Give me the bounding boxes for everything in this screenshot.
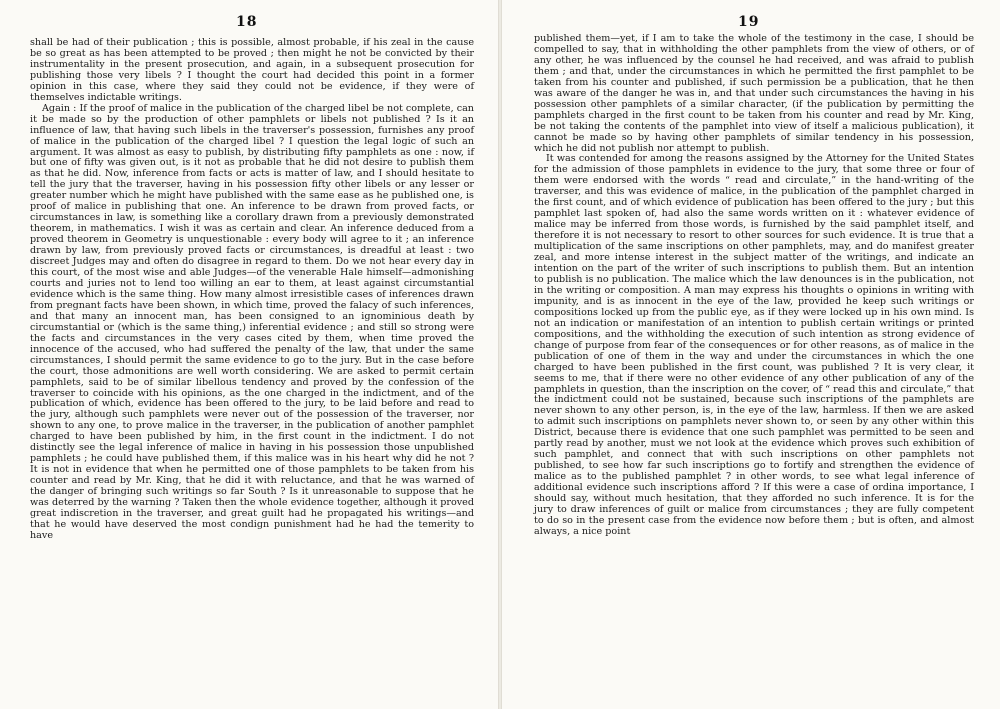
page-number: 19 [738, 14, 760, 30]
paragraph: It was contended for among the reasons assigned by the Attorney for the United States for the admission of those pamphlets in evidence to the jury, that some three or four of them were endorsed with the words “ read and circulate,” in the hand-writing of the traverser, and this was evidence of malice, in the publication of the pamphlet charged in the first count, and of which evidence of publication has been offered to the jury ; but this pamphlet last spoken of, had also the same words written on it : whatever evidence of malice may be inferred from those words, is furnished by the said pamphlet itself, and therefore it is not necessary to resort to other sources for such evidence. It is true that a multiplication of the same inscriptions on other pamphlets, may, and do manifest greater zeal, and more intense interest in the subject matter of the writings, and indicate an intention on the part of the writer of such inscriptions to publish them. But an intention to publish is no publication. The malice which the law denounces is in the publication, not in the writing or composition. A man may express his thoughts o opinions in writing with impunity, and is as innocent in the eye of the law, provided he keep such writings or compositions locked up from the public eye, as if they were locked up in his own mind. Is not an indication or manifestation of an intention to publish certain writings or printed compositions, and the withholding the execution of such intention as strong evidence of change of purpose from fear of the consequences or for other reasons, as of malice in the publication of one of them in the way and under the circumstances in which the one charged to have been published in the first count, was published ? It is very clear, it seems to me, that if there were no other evidence of any other publication of any of the pamphlets in question, than the inscription on the cover, of “ read this and circulate,” that the indictment could not be sustained, because such inscriptions of the pamphlets are never shown to any other person, is, in the eye of the law, harmless. If then we are asked to admit such inscriptions on pamphlets never shown to, or seen by any other within this District, because there is evidence that one such pamphlet was permitted to be seen and partly read by another, must we not look at the evidence which proves such exhibition of such pamphlet, and connect that with such inscriptions on other pamphlets not published, to see how far such inscriptions go to fortify and strengthen the evidence of malice as to the published pamphlet ? in other words, to see what legal inference of additional evidence such inscriptions afford ? If this were a case of ordina importance, I should say, without much hesitation, that they afforded no such inference. It is for the jury to draw inferences of guilt or malice from circumstances ; they are fully competent to do so in the present case from the evidence now before them ; but is often, and almost always, a nice point [534, 153, 974, 537]
paragraph: shall be had of their publication ; this is possible, almost probable, if his zeal in the cause be so great as has been attempted to be proved ; then might he not be convicted by their instrumentality in the present prosecution, and again, in a subsequent prosecution for publishing those very libels ? I thought the court had decided this point in a former opinion in this case, where they said they could not be evidence, if they were of themselves indictable writings. [30, 37, 474, 103]
right-page [502, 0, 1000, 709]
page-body [30, 38, 474, 542]
page-body [534, 34, 974, 538]
page-number: 18 [236, 14, 258, 30]
paragraph: Again : If the proof of malice in the publication of the charged libel be not complete, can it be made so by the production of other pamphlets or libels not published ? Is it an influence of law, that having such libels in the traverser's possession, furnishes any proof of malice in the publication of the charged libel ? I question the legal logic of such an argument. It was almost as easy to publish, by distributing fifty pamphlets as one : now, if but one of fifty was given out, is it not as probable that he did not desire to publish them as that he did. Now, inference from facts or acts is matter of law, and I should hesitate to tell the jury that the traverser, having in his possession fifty other libels or any lesser or greater number which he might have published with the same ease as he published one, is proof of malice in publishing that one. An inference to be drawn from proved facts, or circumstances in law, is something like a corollary drawn from a previously demonstrated theorem, in mathematics. I wish it was as certain and clear. An inference deduced from a proved theorem in Geometry is unquestionable : every body will agree to it ; an inference drawn by law, from previously proved facts or circumstances, is dreadful at least : two discreet Judges may and often do disagree in regard to them. Do we not hear every day in this court, of the most wise and able Judges—of the venerable Hale himself—admonishing courts and juries not to lend too willing an ear to them, at least against circumstantial evidence which is the same thing. How many almost irresistible cases of inferences drawn from pregnant facts have been shown, in which time, proved the falacy of such inferences, and that many an innocent man, has been consigned to an ignominious death by circumstantial or (which is the same thing,) inferential evidence ; and still so strong were the facts and circumstances in the very cases cited by them, when time proved the innocence of the accused, who had suffered the penalty of the law, that under the same circumstances, I should permit the same evidence to go to the jury. But in the case before the court, those admonitions are well worth considering. We are asked to permit certain pamphlets, said to be of similar libellous tendency and proved by the confession of the traverser to coincide with his opinions, as the one charged in the indictment, and of the publication of which, evidence has been offered to the jury, to be laid before and read to the jury, although such pamphlets were never out of the possession of the traverser, nor shown to any one, to prove malice in the traverser, in the publication of another pamphlet charged to have been published by him, in the first count in the indictment. I do not distinctly see the legal inference of malice in having in his possession those unpublished pamphlets ; he could have published them, if this malice was in his heart why did he not ? It is not in evidence that when he permitted one of those pamphlets to be taken from his counter and read by Mr. King, that he did it with reluctance, and that he was warned of the danger of bringing such writings so far South ? Is it unreasonable to suppose that he was deterred by the warning ? Taken then the whole evidence together, although it proved great indiscretion in the traverser, and great guilt had he propagated his writings—and that he would have deserved the most condign punishment had he had the temerity to have [30, 102, 474, 541]
paragraph: published them—yet, if I am to take the whole of the testimony in the case, I should be compelled to say, that in withholding the other pamphlets from the view of others, or of any other, he was influenced by the counsel he had received, and was afraid to publish them ; and that, under the circumstances in which he permitted the first pamphlet to be taken from his counter and published, if such permission be a publication, that he then was aware of the danger he was in, and that under such circumstances the having in his possession other pamphlets of a similar character, (if the publication by permitting the pamphlets charged in the first count to be taken from his counter and read by Mr. King, be not taking the contents of the pamphlet into view of itself a malicious publication), it cannot be made so by having other pamphlets of similar tendency in his possession, which he did not publish nor attempt to publish. [534, 33, 974, 154]
left-page [0, 0, 498, 709]
